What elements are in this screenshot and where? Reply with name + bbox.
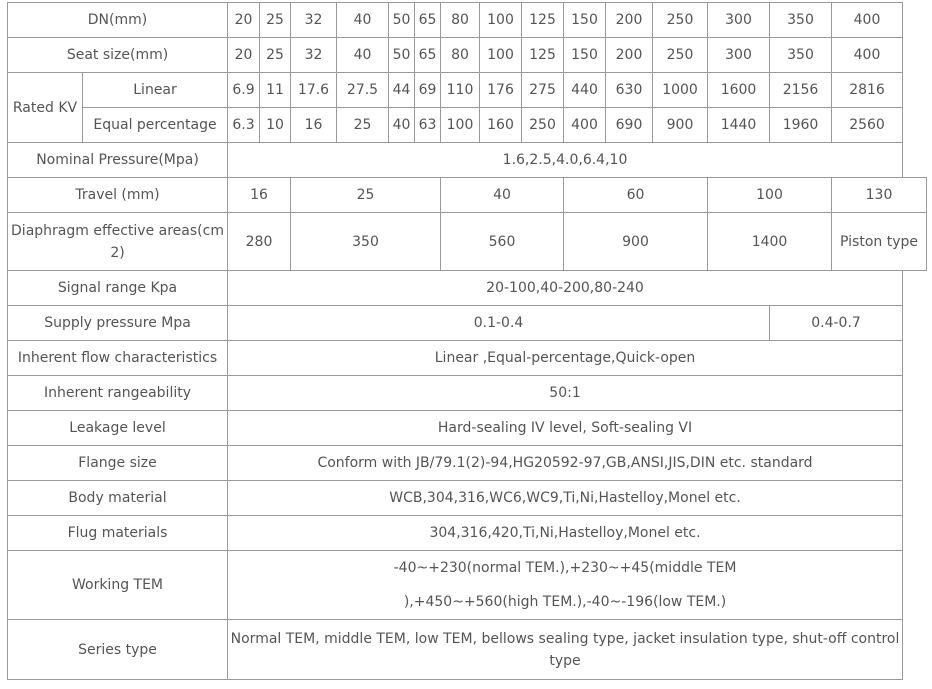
- seat-size-value: 100: [480, 38, 522, 73]
- linear-kv-value: 440: [564, 73, 606, 108]
- seat-size-value: 25: [260, 38, 291, 73]
- equal-kv-value: 100: [441, 108, 480, 143]
- seat-size-value: 300: [708, 38, 770, 73]
- travel-value: 100: [708, 178, 832, 213]
- dn-value: 40: [337, 3, 389, 38]
- working-tem-label: Working TEM: [8, 551, 228, 620]
- dn-value: 25: [260, 3, 291, 38]
- diaphragm-value: 350: [291, 213, 441, 271]
- table-row-flange-size: [8, 446, 927, 481]
- linear-kv-value: 69: [415, 73, 441, 108]
- table-row-diaphragm: [8, 213, 927, 271]
- dn-value: 65: [415, 3, 441, 38]
- linear-kv-value: 6.9: [228, 73, 260, 108]
- flange-size-value: Conform with JB/79.1(2)-94,HG20592-97,GB,ANSI,JIS,DIN etc. standard: [228, 446, 903, 481]
- series-type-value: Normal TEM, middle TEM, low TEM, bellows sealing type, jacket insulation type, shut-off control type: [228, 620, 903, 680]
- linear-kv-value: 27.5: [337, 73, 389, 108]
- equal-kv-value: 25: [337, 108, 389, 143]
- leakage-value: Hard-sealing IV level, Soft-sealing VI: [228, 411, 903, 446]
- dn-value: 50: [389, 3, 415, 38]
- seat-size-value: 400: [832, 38, 903, 73]
- linear-kv-value: 17.6: [291, 73, 337, 108]
- diaphragm-value: 1400: [708, 213, 832, 271]
- signal-range-value: 20-100,40-200,80-240: [228, 271, 903, 306]
- seat-size-value: 65: [415, 38, 441, 73]
- dn-label: DN(mm): [8, 3, 228, 38]
- leakage-label: Leakage level: [8, 411, 228, 446]
- dn-value: 20: [228, 3, 260, 38]
- linear-label: Linear: [83, 73, 228, 108]
- equal-kv-value: 1440: [708, 108, 770, 143]
- table-row-leakage: [8, 411, 927, 446]
- rangeability-value: 50:1: [228, 376, 903, 411]
- travel-label: Travel (mm): [8, 178, 228, 213]
- equal-kv-value: 2560: [832, 108, 903, 143]
- linear-kv-value: 1000: [653, 73, 708, 108]
- travel-value: 130: [832, 178, 927, 213]
- equal-kv-value: 10: [260, 108, 291, 143]
- seat-size-value: 150: [564, 38, 606, 73]
- dn-value: 32: [291, 3, 337, 38]
- table-row-kv-equal: [8, 108, 927, 143]
- seat-size-value: 125: [522, 38, 564, 73]
- equal-percentage-label: Equal percentage: [83, 108, 228, 143]
- diaphragm-value: 900: [564, 213, 708, 271]
- flug-materials-value: 304,316,420,Ti,Ni,Hastelloy,Monel etc.: [228, 516, 903, 551]
- supply-pressure-label: Supply pressure Mpa: [8, 306, 228, 341]
- linear-kv-value: 275: [522, 73, 564, 108]
- rangeability-label: Inherent rangeability: [8, 376, 228, 411]
- equal-kv-value: 6.3: [228, 108, 260, 143]
- supply-pressure-value: 0.1-0.4: [228, 306, 770, 341]
- linear-kv-value: 110: [441, 73, 480, 108]
- linear-kv-value: 44: [389, 73, 415, 108]
- linear-kv-value: 1600: [708, 73, 770, 108]
- linear-kv-value: 11: [260, 73, 291, 108]
- travel-value: 40: [441, 178, 564, 213]
- working-tem-line-2: ),+450~+560(high TEM.),-40~-196(low TEM.): [403, 594, 727, 610]
- series-type-label: Series type: [8, 620, 228, 680]
- dn-value: 80: [441, 3, 480, 38]
- equal-kv-value: 250: [522, 108, 564, 143]
- table-row-body-material: [8, 481, 927, 516]
- flug-materials-label: Flug materials: [8, 516, 228, 551]
- dn-value: 300: [708, 3, 770, 38]
- equal-kv-value: 900: [653, 108, 708, 143]
- equal-kv-value: 1960: [770, 108, 832, 143]
- seat-size-value: 350: [770, 38, 832, 73]
- signal-range-label: Signal range Kpa: [8, 271, 228, 306]
- working-tem-line-1: -40~+230(normal TEM.),+230~+45(middle TEM: [393, 560, 737, 576]
- diaphragm-label: Diaphragm effective areas(cm 2): [8, 213, 228, 271]
- dn-value: 400: [832, 3, 903, 38]
- seat-size-value: 40: [337, 38, 389, 73]
- dn-value: 250: [653, 3, 708, 38]
- supply-pressure-value: 0.4-0.7: [770, 306, 903, 341]
- table-row-kv-linear: [8, 73, 927, 108]
- equal-kv-value: 40: [389, 108, 415, 143]
- table-row-travel: [8, 178, 927, 213]
- equal-kv-value: 690: [606, 108, 653, 143]
- diaphragm-value: 280: [228, 213, 291, 271]
- diaphragm-value: 560: [441, 213, 564, 271]
- working-tem-value: [228, 551, 903, 620]
- body-material-value: WCB,304,316,WC6,WC9,Ti,Ni,Hastelloy,Monel etc.: [228, 481, 903, 516]
- seat-size-value: 50: [389, 38, 415, 73]
- table-row-flow-characteristics: [8, 341, 927, 376]
- nominal-pressure-label: Nominal Pressure(Mpa): [8, 143, 228, 178]
- dn-value: 350: [770, 3, 832, 38]
- table-row-seat-size: [8, 38, 927, 73]
- dn-value: 150: [564, 3, 606, 38]
- nominal-pressure-value: 1.6,2.5,4.0,6.4,10: [228, 143, 903, 178]
- table-row-supply-pressure: [8, 306, 927, 341]
- linear-kv-value: 630: [606, 73, 653, 108]
- table-row-signal-range: [8, 271, 927, 306]
- linear-kv-value: 176: [480, 73, 522, 108]
- seat-size-value: 250: [653, 38, 708, 73]
- table-row-working-tem: [8, 551, 927, 620]
- travel-value: 16: [228, 178, 291, 213]
- equal-kv-value: 63: [415, 108, 441, 143]
- equal-kv-value: 400: [564, 108, 606, 143]
- diaphragm-value: Piston type: [832, 213, 927, 271]
- dn-value: 100: [480, 3, 522, 38]
- body-material-label: Body material: [8, 481, 228, 516]
- seat-size-value: 80: [441, 38, 480, 73]
- flange-size-label: Flange size: [8, 446, 228, 481]
- travel-value: 25: [291, 178, 441, 213]
- table-row-rangeability: [8, 376, 927, 411]
- table-row-flug-materials: [8, 516, 927, 551]
- equal-kv-value: 160: [480, 108, 522, 143]
- table-row-series-type: [8, 620, 927, 680]
- seat-size-label: Seat size(mm): [8, 38, 228, 73]
- equal-kv-value: 16: [291, 108, 337, 143]
- table-row-dn: [8, 3, 927, 38]
- linear-kv-value: 2816: [832, 73, 903, 108]
- dn-value: 200: [606, 3, 653, 38]
- linear-kv-value: 2156: [770, 73, 832, 108]
- flow-characteristics-value: Linear ,Equal-percentage,Quick-open: [228, 341, 903, 376]
- rated-kv-label: Rated KV: [8, 73, 83, 143]
- spec-table: [7, 2, 927, 680]
- dn-value: 125: [522, 3, 564, 38]
- seat-size-value: 20: [228, 38, 260, 73]
- flow-characteristics-label: Inherent flow characteristics: [8, 341, 228, 376]
- table-row-nominal-pressure: [8, 143, 927, 178]
- seat-size-value: 200: [606, 38, 653, 73]
- seat-size-value: 32: [291, 38, 337, 73]
- travel-value: 60: [564, 178, 708, 213]
